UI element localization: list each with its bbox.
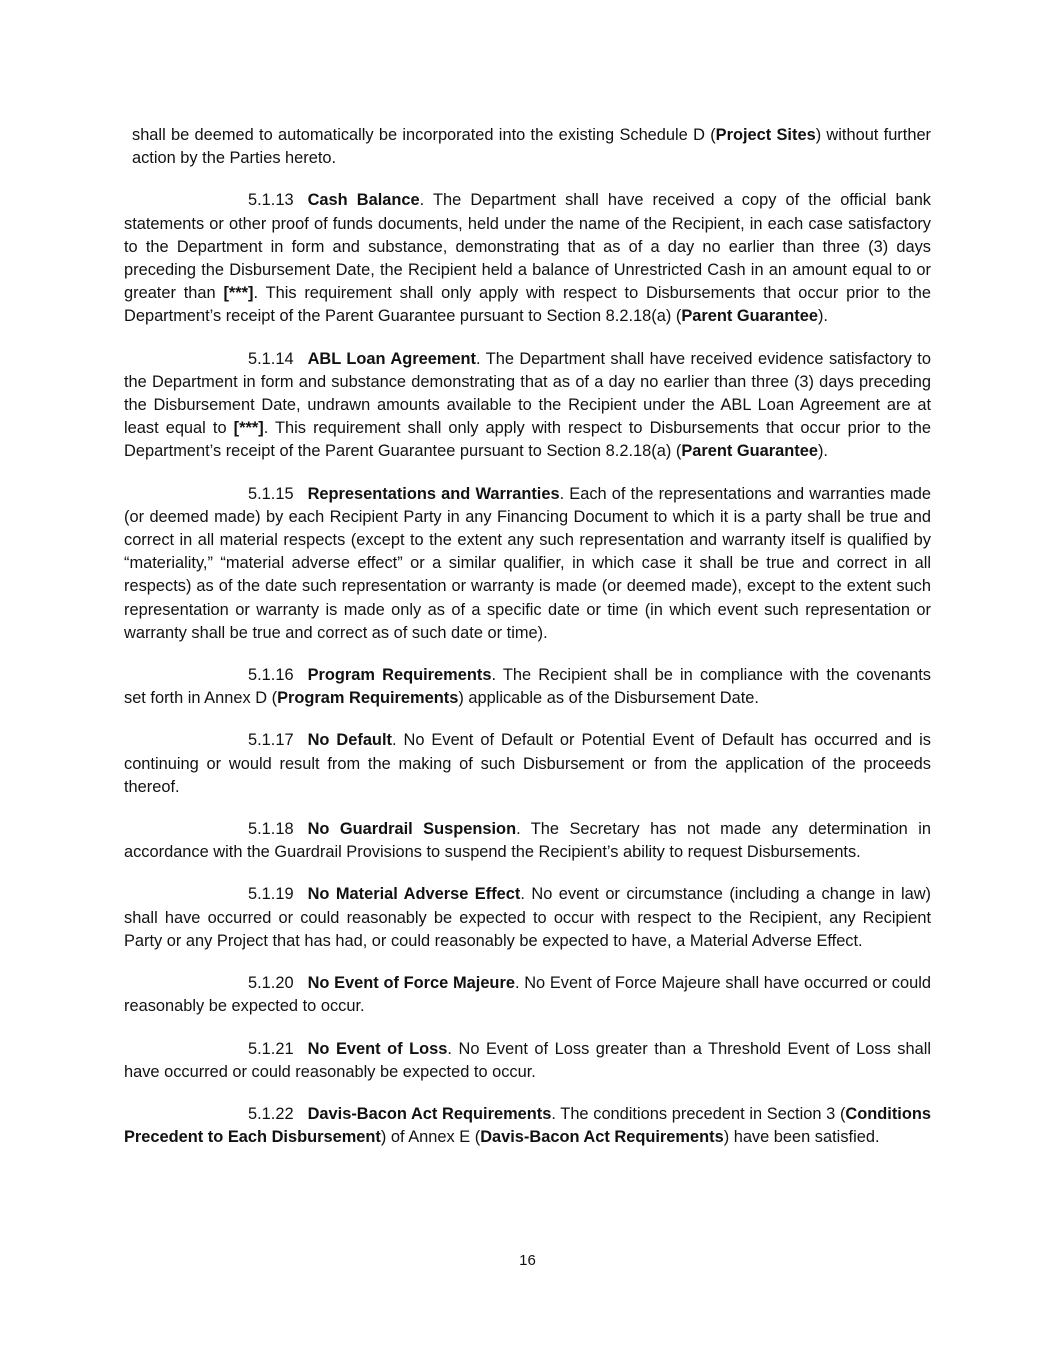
bold-term: [***]: [223, 284, 254, 303]
paragraph-text: . Each of the representations and warranties made (or deemed made) by each Recipient Party in any Financing Document to which it is a party shall be true and correct in all material respects (except to the extent any such representation and warranty itself is qualified by “materiality,” “material adverse effect” or a similar qualifier, in which case it shall be true and correct in all respects) as of the date such representation or warranty is made (or deemed made), except to the extent such representation or warranty is made only as of a specific date or time (in which event such representation or warranty shall be true and correct as of such date or time).: [124, 484, 932, 642]
paragraph-text: . No Event of Force Majeure shall have occurred or could reasonably be expected to occur.: [124, 974, 931, 1016]
paragraph-text: . No event or circumstance (including a change in law) shall have occurred or could reasonably be expected to occur with respect to the Recipient, any Recipient Party or any Project that has had, or could reasonably be expected to have, a Material Adverse Effect.: [124, 885, 932, 950]
paragraph-text: ) without further action by the Parties hereto.: [132, 126, 932, 168]
section-number: 5.1.17: [248, 731, 294, 750]
section-title: No Default: [307, 731, 392, 750]
section-title: No Material Adverse Effect: [307, 885, 521, 904]
section-number: 5.1.15: [248, 484, 294, 503]
section-title: No Event of Force Majeure: [307, 974, 515, 993]
section-5-1-22: [124, 1103, 931, 1149]
paragraph-text: ) of Annex E (: [380, 1128, 481, 1147]
section-5-1-19: [124, 883, 931, 953]
section-title: Cash Balance: [307, 191, 420, 210]
paragraph-text: . The Recipient shall be in compliance with the covenants set forth in Annex D (: [124, 666, 931, 708]
bold-term: Parent Guarantee: [681, 307, 818, 326]
section-title: Program Requirements: [307, 666, 492, 685]
section-title: Representations and Warranties: [307, 484, 560, 503]
bold-term: Parent Guarantee: [681, 442, 818, 461]
section-5-1-14: [124, 348, 931, 464]
paragraph-text: . The conditions precedent in Section 3 (: [551, 1104, 846, 1123]
document-body: [124, 124, 931, 1168]
section-number: 5.1.21: [248, 1039, 294, 1058]
section-title: No Event of Loss: [307, 1039, 448, 1058]
section-title: Davis-Bacon Act Requirements: [307, 1104, 552, 1123]
section-number: 5.1.18: [248, 820, 294, 839]
section-number: 5.1.14: [248, 349, 294, 368]
bold-term: Program Requirements: [277, 689, 459, 708]
paragraph-text: ) have been satisfied.: [723, 1128, 880, 1147]
bold-term: Conditions Precedent to Each Disbursement: [124, 1104, 931, 1147]
section-number: 5.1.19: [248, 885, 294, 904]
section-number: 5.1.22: [248, 1104, 294, 1123]
paragraph-text: . This requirement shall only apply with respect to Disbursements that occur prior to the Department’s receipt of the Parent Guarantee pursuant to Section 8.2.18(a) (: [124, 284, 931, 326]
section-5-1-13: [124, 189, 931, 328]
paragraph-text: . The Department shall have received evidence satisfactory to the Department in form and substance demonstrating that as of a day no earlier than three (3) days preceding the Disbursement Date, undrawn amounts available to the Recipient under the ABL Loan Agreement are at least equal to: [124, 349, 931, 438]
paragraph-text: ).: [817, 442, 828, 461]
section-5-1-17: [124, 729, 931, 799]
section-5-1-16: [124, 664, 931, 710]
section-5-1-15: [124, 483, 931, 645]
page-number: 16: [519, 1252, 536, 1269]
paragraph-text: . The Secretary has not made any determination in accordance with the Guardrail Provisions to suspend the Recipient’s ability to request Disbursements.: [124, 820, 931, 862]
section-title: No Guardrail Suspension: [307, 820, 517, 839]
paragraph-text: ).: [817, 307, 828, 326]
paragraph-text: shall be deemed to automatically be incorporated into the existing Schedule D (: [132, 126, 716, 144]
section-5-1-18: [124, 818, 931, 864]
continuation-paragraph: [124, 124, 931, 170]
paragraph-text: . No Event of Default or Potential Event of Default has occurred and is continuing or would result from the making of such Disbursement or from the application of the proceeds thereof.: [124, 731, 931, 796]
section-number: 5.1.13: [248, 191, 294, 210]
paragraph-text: ) applicable as of the Disbursement Date.: [458, 689, 759, 708]
section-title: ABL Loan Agreement: [307, 349, 476, 368]
bold-term: [***]: [233, 419, 264, 438]
section-5-1-21: [124, 1038, 931, 1084]
section-number: 5.1.16: [248, 666, 294, 685]
section-5-1-20: [124, 972, 931, 1018]
paragraph-text: . The Department shall have received a copy of the official bank statements or other proof of funds documents, held under the name of the Recipient, in each case satisfactory to the Department in form and substance, demonstrating that as of a day no earlier than three (3) days preceding the Disbursement Date, the Recipient held a balance of Unrestricted Cash in an amount equal to or greater than: [124, 191, 932, 303]
bold-term: Davis-Bacon Act Requirements: [480, 1128, 724, 1147]
paragraph-text: . This requirement shall only apply with respect to Disbursements that occur prior to the Department’s receipt of the Parent Guarantee pursuant to Section 8.2.18(a) (: [124, 419, 931, 461]
section-number: 5.1.20: [248, 974, 294, 993]
paragraph-text: . No Event of Loss greater than a Threshold Event of Loss shall have occurred or could reasonably be expected to occur.: [124, 1039, 932, 1081]
bold-term: Project Sites: [715, 126, 816, 144]
